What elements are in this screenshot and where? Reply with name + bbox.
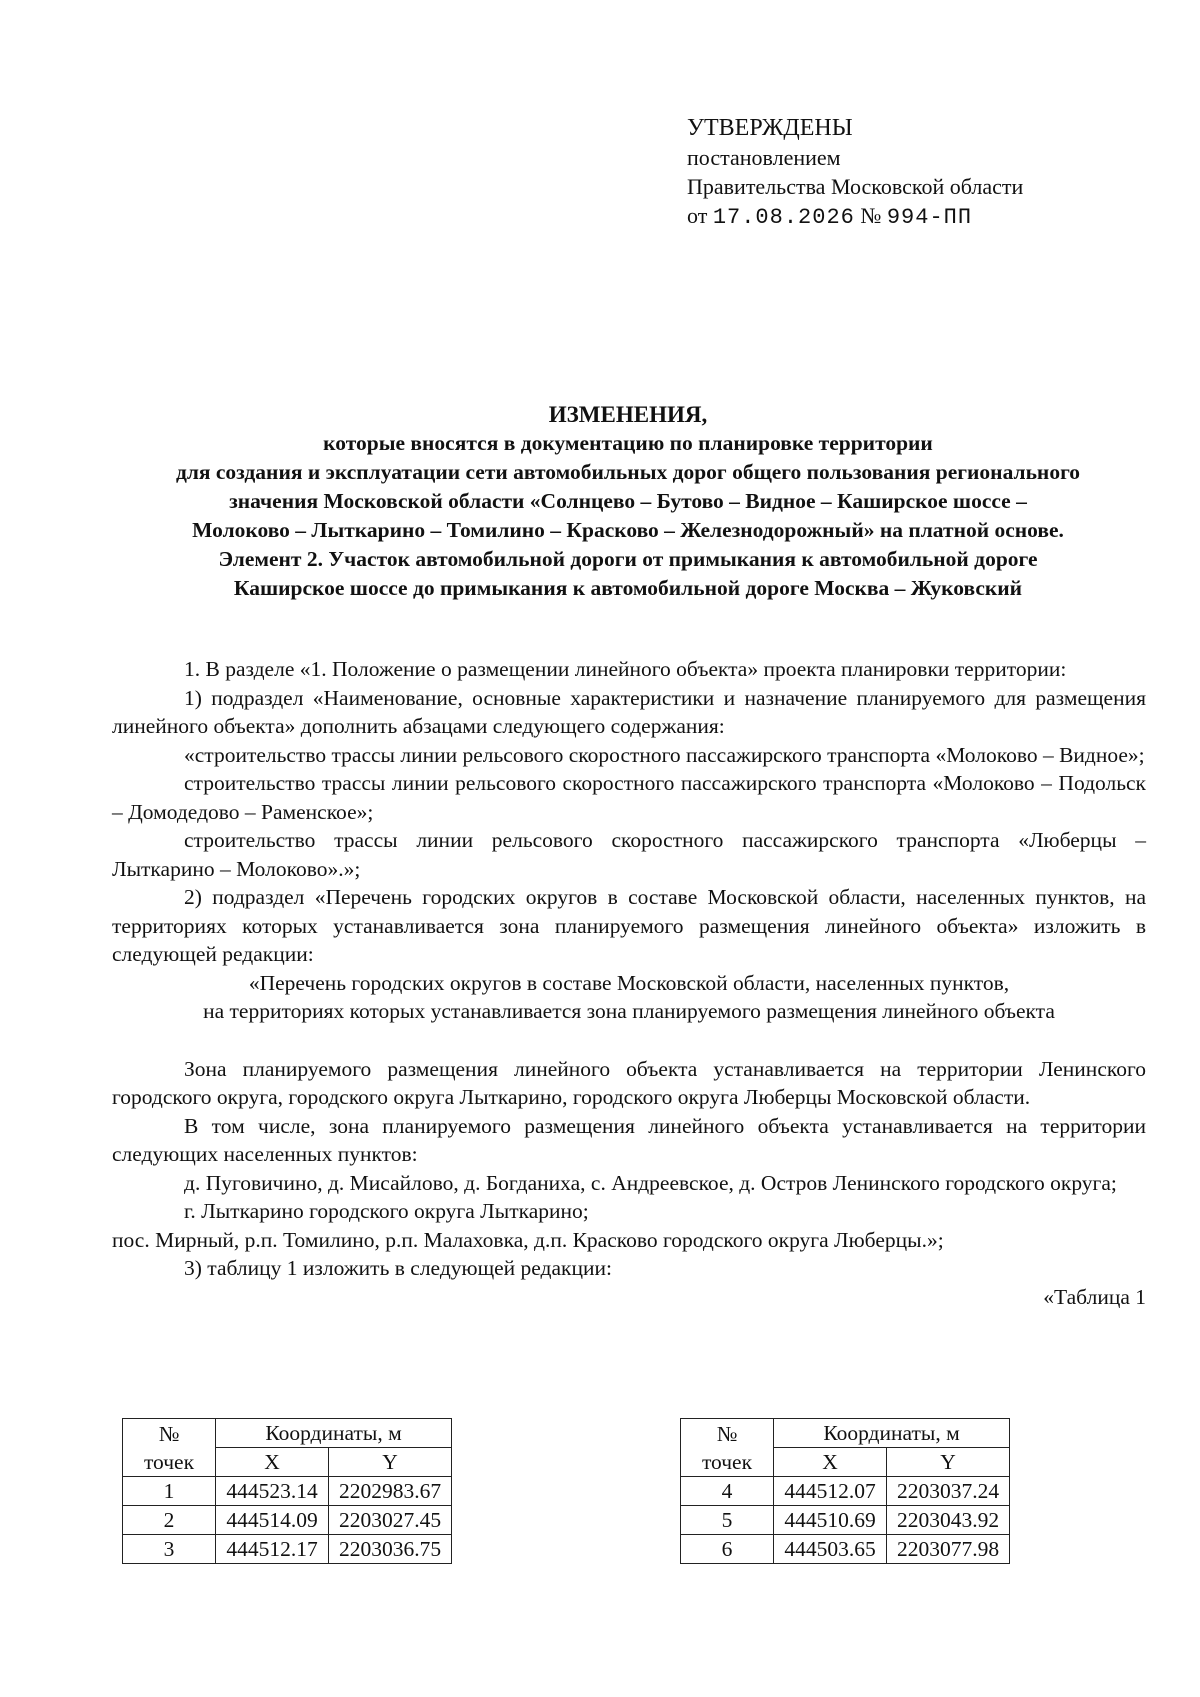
coords-header: Координаты, м xyxy=(774,1419,1010,1448)
point-y: 2203036.75 xyxy=(329,1535,452,1564)
points-header: № точек xyxy=(681,1419,774,1477)
coordinates-table-right xyxy=(680,1418,1010,1564)
point-x: 444514.09 xyxy=(216,1506,329,1535)
paragraph-3: «строительство трассы линии рельсового скоростного пассажирского транспорта «Молоково – Видное»; xyxy=(184,742,1145,767)
point-y: 2202983.67 xyxy=(329,1477,452,1506)
points-header: № точек xyxy=(123,1419,216,1477)
number-sign: № xyxy=(860,203,882,228)
paragraph-6: 2) подраздел «Перечень городских округов в составе Московской области, населенных пунктов, на территориях которых устанавливается зона планируемого размещения линейного объекта» изложить в следующей редакции: xyxy=(112,885,1146,966)
table-row xyxy=(123,1506,452,1535)
paragraph-2: 1) подраздел «Наименование, основные характеристики и назначение планируемого для размещения линейного объекта» дополнить абзацами следующего содержания: xyxy=(112,685,1146,738)
centered-line-1: «Перечень городских округов в составе Московской области, населенных пунктов, xyxy=(248,970,1010,995)
table-row xyxy=(123,1535,452,1564)
approval-date: 17.08.2026 xyxy=(712,205,855,230)
y-header: Y xyxy=(329,1448,452,1477)
point-x: 444512.17 xyxy=(216,1535,329,1564)
point-number: 2 xyxy=(123,1506,216,1535)
paragraph-12: 3) таблицу 1 изложить в следующей редакции: xyxy=(184,1256,612,1280)
title-line-1: ИЗМЕНЕНИЯ, xyxy=(548,402,708,427)
point-number: 5 xyxy=(681,1506,774,1535)
table-row xyxy=(681,1506,1010,1535)
approval-block xyxy=(687,114,1023,232)
title-line-6: Элемент 2. Участок автомобильной дороги от примыкания к автомобильной дороге xyxy=(218,547,1038,571)
title-line-4: значения Московской области «Солнцево – Бутово – Видное – Каширское шоссе – xyxy=(229,489,1027,513)
point-x: 444523.14 xyxy=(216,1477,329,1506)
point-x: 444510.69 xyxy=(774,1506,887,1535)
centered-line-2: на территориях которых устанавливается зона планируемого размещения линейного объекта xyxy=(203,999,1055,1023)
table-row xyxy=(123,1477,452,1506)
x-header: X xyxy=(774,1448,887,1477)
point-x: 444503.65 xyxy=(774,1535,887,1564)
table-row xyxy=(681,1535,1010,1564)
title-line-3: для создания и эксплуатации сети автомобильных дорог общего пользования регионального xyxy=(175,460,1081,484)
document-body xyxy=(112,655,1146,1311)
paragraph-8: В том числе, зона планируемого размещения линейного объекта устанавливается на территории следующих населенных пунктов: xyxy=(112,1113,1146,1166)
table-caption: «Таблица 1 xyxy=(1043,1284,1146,1309)
point-number: 4 xyxy=(681,1477,774,1506)
date-prefix: от xyxy=(687,203,708,228)
point-x: 444512.07 xyxy=(774,1477,887,1506)
paragraph-4: строительство трассы линии рельсового скоростного пассажирского транспорта «Молоково – Подольск – Домодедово – Раменское»; xyxy=(112,771,1146,824)
document-title xyxy=(110,400,1146,603)
point-y: 2203027.45 xyxy=(329,1506,452,1535)
point-number: 3 xyxy=(123,1535,216,1564)
point-number: 6 xyxy=(681,1535,774,1564)
y-header: Y xyxy=(887,1448,1010,1477)
point-y: 2203043.92 xyxy=(887,1506,1010,1535)
point-y: 2203077.98 xyxy=(887,1535,1010,1564)
approval-line-resolution: постановлением xyxy=(687,145,841,170)
approval-date-line xyxy=(687,201,1023,232)
paragraph-5: строительство трассы линии рельсового скоростного пассажирского транспорта «Люберцы – Лыткарино – Молоково».»; xyxy=(112,828,1146,881)
point-number: 1 xyxy=(123,1477,216,1506)
approval-number: 994-ПП xyxy=(886,205,973,230)
paragraph-10: г. Лыткарино городского округа Лыткарино; xyxy=(184,1199,589,1223)
title-line-5: Молоково – Лыткарино – Томилино – Красково – Железнодорожный» на платной основе. xyxy=(192,518,1064,542)
x-header: X xyxy=(216,1448,329,1477)
coordinates-table-left xyxy=(122,1418,452,1564)
coords-header: Координаты, м xyxy=(216,1419,452,1448)
paragraph-7: Зона планируемого размещения линейного объекта устанавливается на территории Ленинского городского округа, городского округа Лыткарино, городского округа Люберцы Московской области. xyxy=(112,1056,1146,1109)
table-row xyxy=(681,1477,1010,1506)
title-line-2: которые вносятся в документацию по планировке территории xyxy=(323,431,933,455)
paragraph-9: д. Пуговичино, д. Мисайлово, д. Богданиха, с. Андреевское, д. Остров Ленинского городского округа; xyxy=(184,1170,1117,1195)
paragraph-1: 1. В разделе «1. Положение о размещении линейного объекта» проекта планировки территории: xyxy=(184,657,1067,681)
approval-heading: УТВЕРЖДЕНЫ xyxy=(687,115,853,141)
title-line-7: Каширское шоссе до примыкания к автомобильной дороге Москва – Жуковский xyxy=(233,576,1023,600)
paragraph-11: пос. Мирный, р.п. Томилино, р.п. Малаховка, д.п. Красково городского округа Люберцы.»; xyxy=(112,1227,944,1252)
point-y: 2203037.24 xyxy=(887,1477,1010,1506)
approval-line-government: Правительства Московской области xyxy=(687,174,1024,199)
